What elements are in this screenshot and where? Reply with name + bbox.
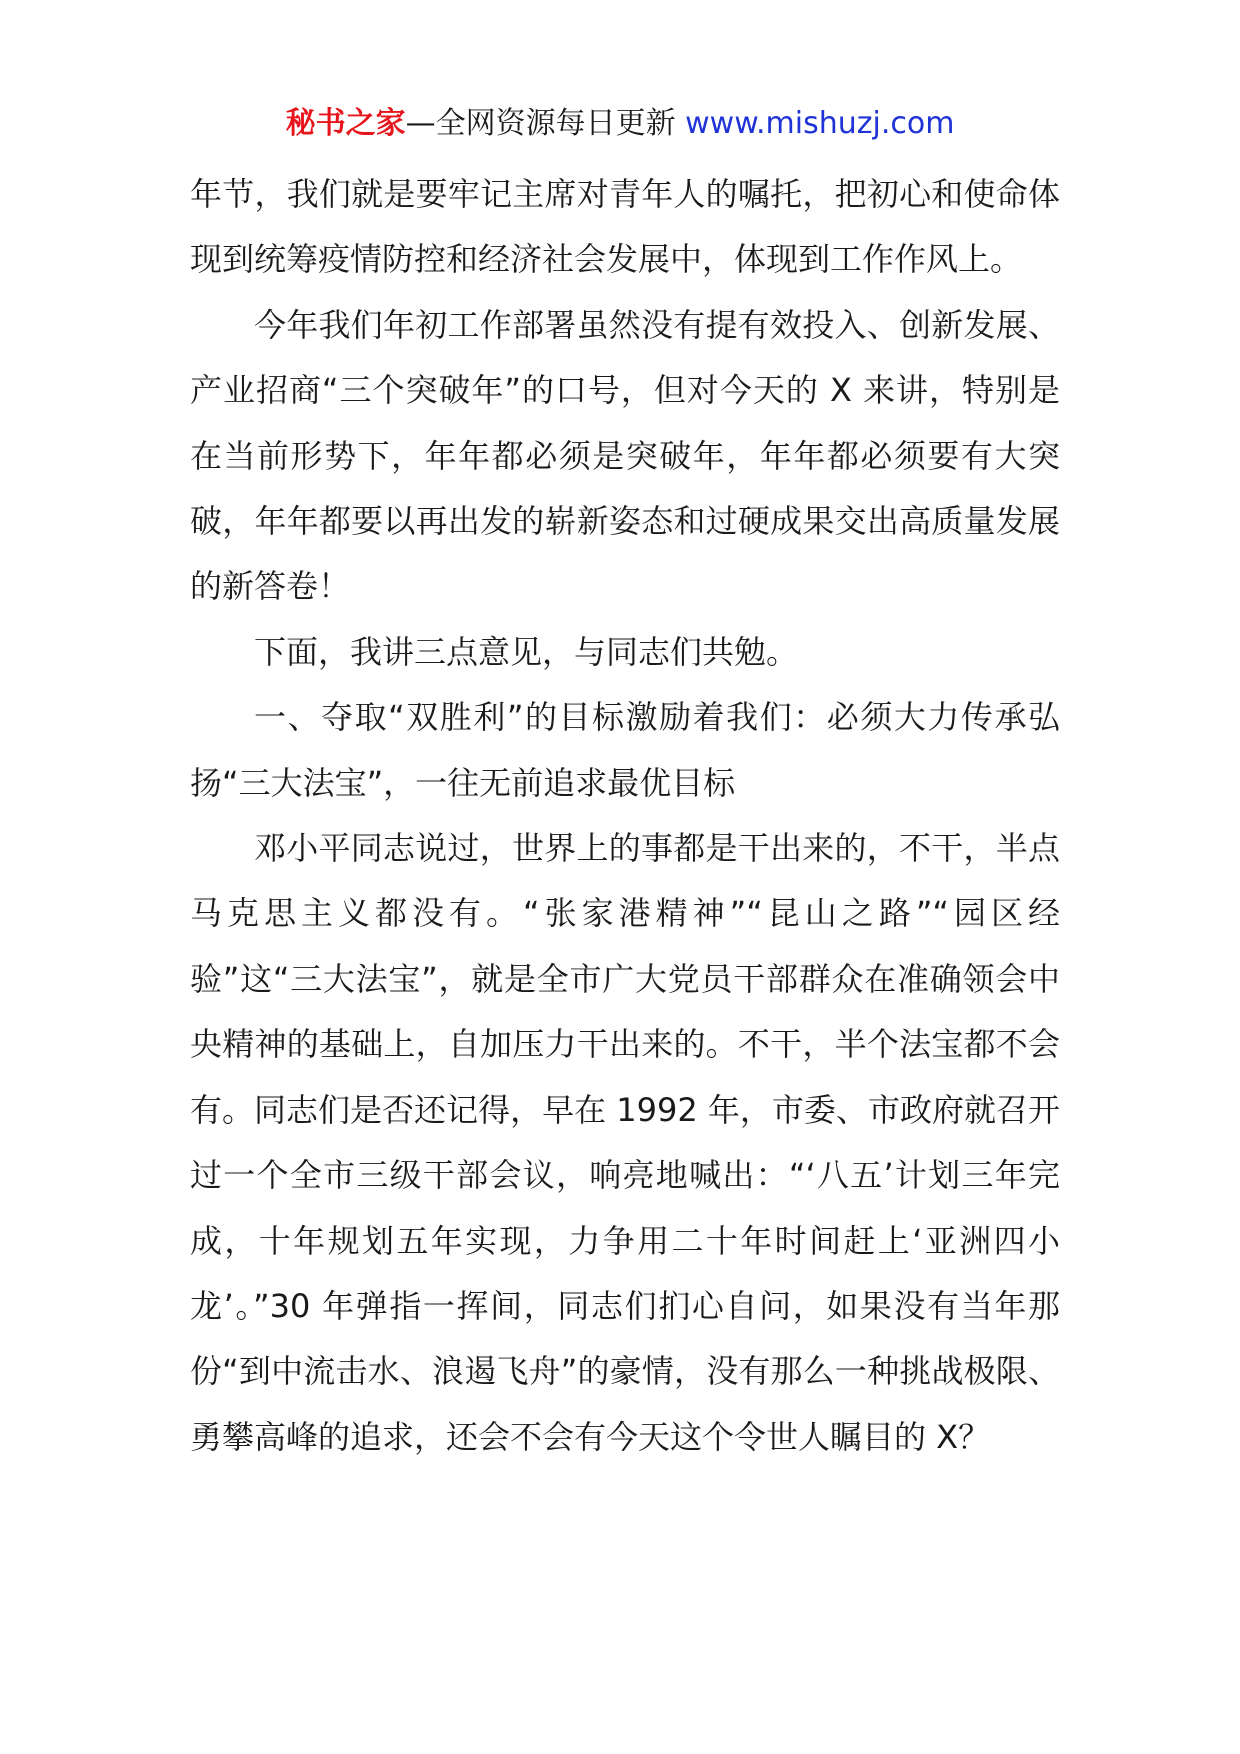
section-heading-one: 一、夺取“双胜利”的目标激励着我们：必须大力传承弘扬“三大法宝”，一往无前追求最优目标 bbox=[190, 698, 1060, 802]
paragraph-breakthrough-year: 今年我们年初工作部署虽然没有提有效投入、创新发展、产业招商“三个突破年”的口号，但对今天的 X 来讲，特别是在当前形势下，年年都必须是突破年，年年都必须要有大突破，年年都要以再出发的崭新姿态和过硬成果交出高质量发展的新答卷！ bbox=[190, 305, 1060, 606]
paragraph-continuation: 年节，我们就是要牢记主席对青年人的嘱托，把初心和使命体现到统筹疫情防控和经济社会发展中，体现到工作作风上。 bbox=[190, 175, 1060, 279]
paragraph-three-treasures: 邓小平同志说过，世界上的事都是干出来的，不干，半点马克思主义都没有。“张家港精神”“昆山之路”“园区经验”这“三大法宝”，就是全市广大党员干部群众在准确领会中央精神的基础上，自加压力干出来的。不干，半个法宝都不会有。同志们是否还记得，早在 1992 年，市委、市政府就召开过一个全市三级干部会议，响亮地喊出：“‘八五’计划三年完成，十年规划五年实现，力争用二十年时间赶上‘亚洲四小龙’。”30 年弹指一挥间，同志们扪心自问，如果没有当年那份“到中流击水、浪遏飞舟”的豪情，没有那么一种挑战极限、勇攀高峰的追求，还会不会有今天这个令世人瞩目的 X？ bbox=[190, 829, 1060, 1456]
site-brand-logo-text: 秘书之家 bbox=[285, 106, 406, 141]
paragraph-three-points-intro: 下面，我讲三点意见，与同志们共勉。 bbox=[254, 632, 799, 671]
page-header bbox=[0, 104, 1240, 144]
site-tagline: —全网资源每日更新 bbox=[405, 106, 676, 141]
site-url-link[interactable]: www.mishuzj.com bbox=[685, 106, 955, 141]
document-body bbox=[190, 162, 1060, 1470]
